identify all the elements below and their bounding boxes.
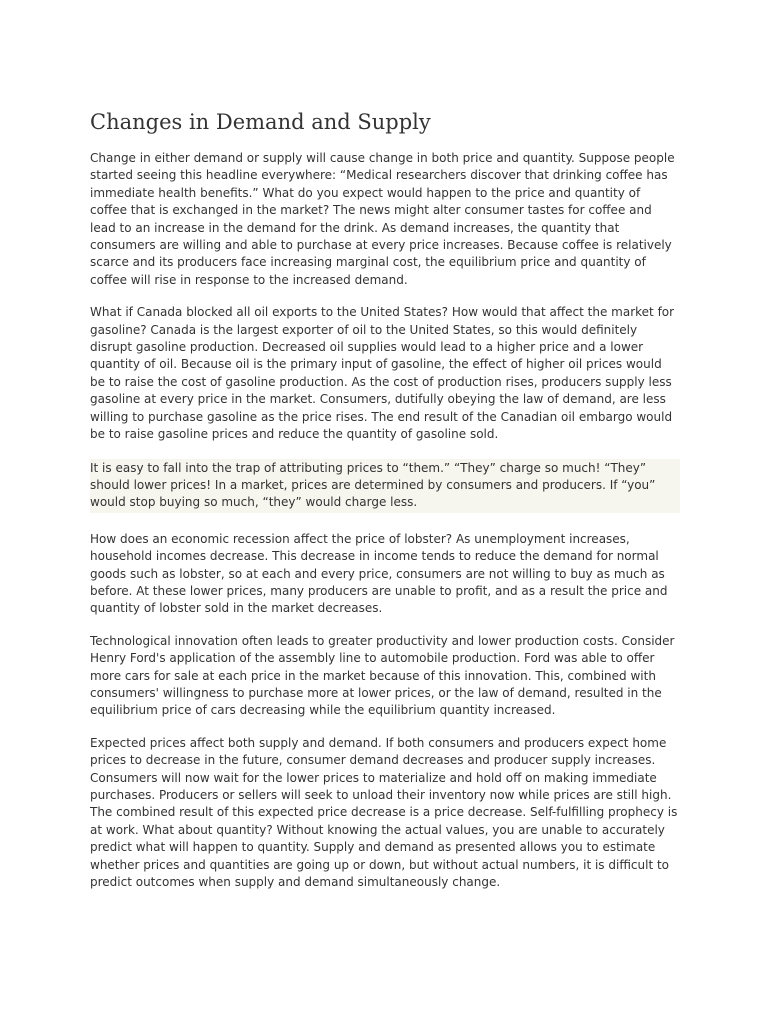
page-title: Changes in Demand and Supply [90, 110, 431, 134]
paragraph-lobster-recession: How does an economic recession affect the price of lobster? As unemployment increases, household incomes decrease. This decrease in income tends to reduce the demand for normal goods such as lobster, so at each and every price, consumers are not willing to buy as much as before. At these lower prices, many producers are unable to profit, and as a result the price and quantity of lobster sold in the market decreases. [90, 531, 668, 616]
paragraph-expected-prices: Expected prices affect both supply and demand. If both consumers and producers expect home prices to decrease in the future, consumer demand decreases and producer supply increases. Consumers will now wait for the lower prices to materialize and hold off on making immediate purchases. Producers or sellers will seek to unload their inventory now while prices are still high. The combined result of this expected price decrease is a price decrease. Self-fulfilling prophecy is at work. What about quantity? Without knowing the actual values, you are unable to accurately predict what will happen to quantity. Supply and demand as presented allows you to estimate whether prices and quantities are going up or down, but without actual numbers, it is difficult to predict outcomes when supply and demand simultaneously change. [90, 735, 678, 890]
callout-note: It is easy to fall into the trap of attributing prices to “them.” “They” charge so much! “They” should lower prices! In a market, prices are determined by consumers and producers. If “you” would stop buying so much, “they” would charge less. [90, 459, 680, 513]
paragraph-coffee-demand: Change in either demand or supply will cause change in both price and quantity. Suppose people started seeing this headline everywhere: “Medical researchers discover that drinking coffee has immediate health benefits.” What do you expect would happen to the price and quantity of coffee that is exchanged in the market? The news might alter consumer tastes for coffee and lead to an increase in the demand for the drink. As demand increases, the quantity that consumers are willing and able to purchase at every price increases. Because coffee is relatively scarce and its producers face increasing marginal cost, the equilibrium price and quantity of coffee will rise in response to the increased demand. [90, 151, 675, 287]
paragraph-technological-innovation: Technological innovation often leads to greater productivity and lower production costs. Consider Henry Ford's application of the assembly line to automobile production. Ford was able to offer more cars for sale at each price in the market because of this innovation. This, combined with consumers' willingness to purchase more at lower prices, or the law of demand, resulted in the equilibrium price of cars decreasing while the equilibrium quantity increased. [90, 633, 675, 718]
article-body [90, 150, 680, 906]
paragraph-oil-embargo: What if Canada blocked all oil exports to the United States? How would that affect the market for gasoline? Canada is the largest exporter of oil to the United States, so this would definitely disrupt gasoline production. Decreased oil supplies would lead to a higher price and a lower quantity of oil. Because oil is the primary input of gasoline, the effect of higher oil prices would be to raise the cost of gasoline production. As the cost of production rises, producers supply less gasoline at every price in the market. Consumers, dutifully obeying the law of demand, are less willing to purchase gasoline as the price rises. The end result of the Canadian oil embargo would be to raise gasoline prices and reduce the quantity of gasoline sold. [90, 305, 675, 442]
